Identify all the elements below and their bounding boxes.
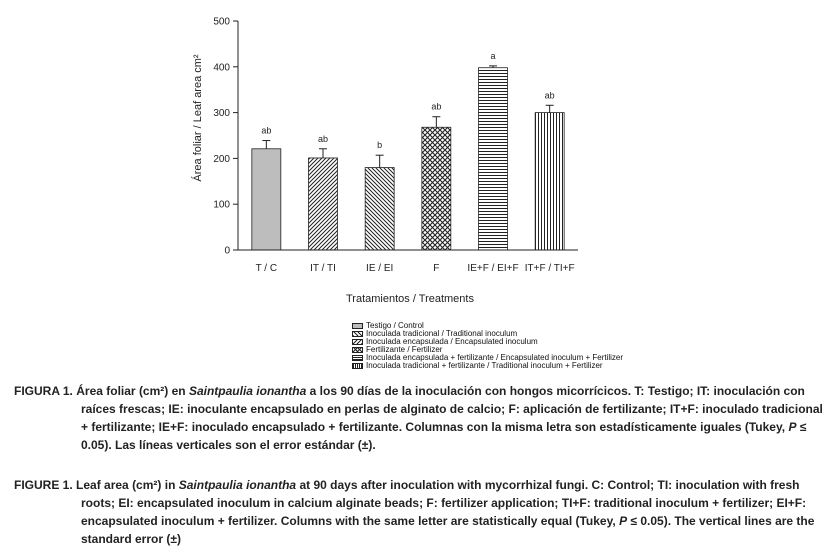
y-tick-label: 300 xyxy=(213,108,230,120)
y-tick-label: 500 xyxy=(213,16,230,28)
x-tick-label: IT+F / TI+F xyxy=(524,263,575,274)
caption-es-part1: Área foliar (cm²) en xyxy=(76,384,186,398)
caption-english xyxy=(14,476,824,548)
x-axis-title: Tratamientos / Treatments xyxy=(346,293,474,305)
caption-en-part3: ≤ 0.05). The vertical lines are the standard error (±) xyxy=(81,514,815,546)
bar xyxy=(309,158,338,250)
legend-label: Inoculada tradicional / Traditional inoculum xyxy=(366,329,518,338)
x-tick-label: T / C xyxy=(255,263,278,274)
caption-en-part1: Leaf area (cm²) in xyxy=(76,478,176,492)
caption-es-part2: a los 90 días de la inoculación con hongos micorrícicos. T: Testigo; IT: inoculación con raíces frescas; IE: inoculante encapsulado en perlas de alginato de calcio; F: aplicación de fertilizante; IT+F: inoculado tradicional + fertilizante; IE+F: inoculado encapsulado + fertilizante. Columnas con la misma letra son estadísticamente iguales (Tukey, xyxy=(81,384,823,434)
legend-swatch xyxy=(352,339,363,345)
significance-label: ab xyxy=(431,101,442,112)
caption-en-part2: at 90 days after inoculation with mycorrhizal fungi. C: Control; TI: inoculation with fresh roots; EI: encapsulated inoculum in calcium alginate beads; F: fertilizer application; TI+F: traditional inoculum + fertilizer; EI+F: encapsulated inoculum + fertilizer. Columns with the same letter are statistically equal (Tukey, xyxy=(81,478,807,528)
caption-es-part3: ≤ 0.05). Las líneas verticales son el error estándar (±). xyxy=(81,420,807,452)
caption-en-label: FIGURE 1. xyxy=(14,478,73,492)
x-tick-label: IT / TI xyxy=(310,263,336,274)
caption-spanish xyxy=(14,382,824,454)
y-tick-label: 0 xyxy=(224,245,230,257)
significance-label: ab xyxy=(544,90,555,101)
legend-swatch xyxy=(352,355,363,361)
caption-en-species: Saintpaulia ionantha xyxy=(178,478,297,492)
legend-label: Inoculada tradicional + fertilizante / Traditional inoculum + Fertilizer xyxy=(366,361,603,370)
x-tick-label: IE / EI xyxy=(366,263,394,274)
x-tick-label: F xyxy=(433,263,440,274)
legend-label: Inoculada encapsulada + fertilizante / Encapsulated inoculum + Fertilizer xyxy=(366,353,624,362)
legend-swatch xyxy=(352,323,363,329)
bar xyxy=(365,168,394,250)
caption-es-species: Saintpaulia ionantha xyxy=(188,384,307,398)
legend-swatch xyxy=(352,363,363,369)
caption-en-p: P xyxy=(619,514,628,528)
bar xyxy=(535,113,564,250)
legend-swatch xyxy=(352,347,363,353)
y-tick-label: 200 xyxy=(213,153,230,165)
legend-item xyxy=(352,362,623,370)
caption-es-p: P xyxy=(788,420,797,434)
y-tick-label: 100 xyxy=(213,199,230,211)
legend xyxy=(352,322,623,370)
legend-swatch xyxy=(352,331,363,337)
bar xyxy=(422,127,451,250)
bar xyxy=(252,149,281,250)
significance-label: ab xyxy=(317,133,329,144)
bar xyxy=(479,68,508,250)
legend-label: Testigo / Control xyxy=(366,321,424,330)
significance-label: b xyxy=(377,140,383,151)
y-tick-label: 400 xyxy=(213,62,230,74)
y-axis-title: Área foliar / Leaf area cm² xyxy=(192,54,204,182)
legend-label: Fertilizante / Fertilizer xyxy=(366,345,443,354)
x-tick-label: IE+F / EI+F xyxy=(467,263,519,274)
significance-label: a xyxy=(490,50,496,61)
legend-label: Inoculada encapsulada / Encapsulated inoculum xyxy=(366,337,538,346)
significance-label: ab xyxy=(261,125,272,136)
caption-es-label: FIGURA 1. xyxy=(14,384,73,398)
